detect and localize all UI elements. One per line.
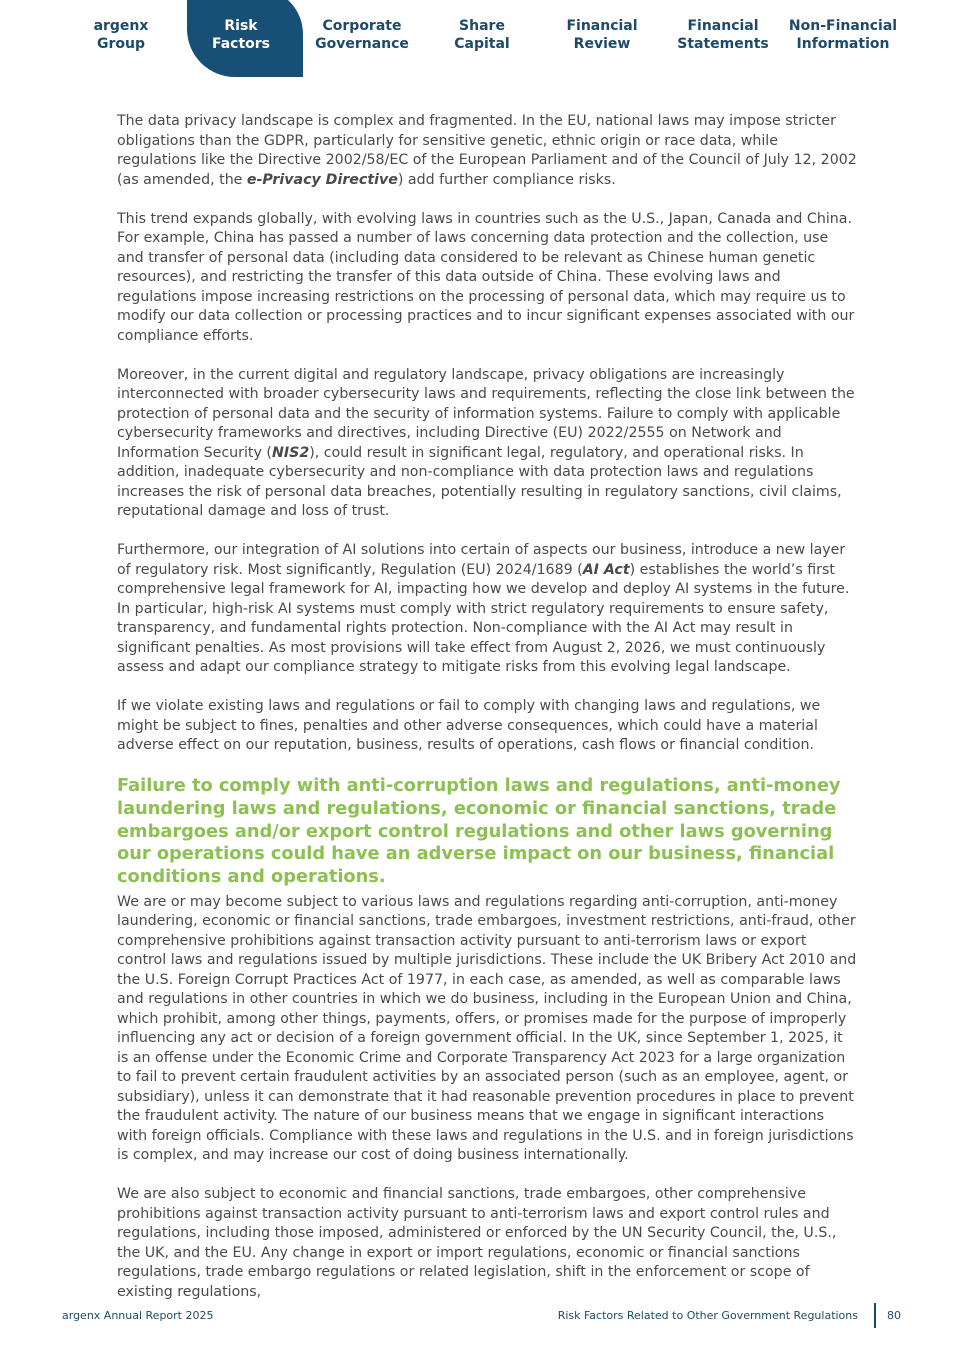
paragraph-violations: If we violate existing laws and regulations or fail to comply with changing laws and regulations, we might be subject to fines, penalties and other adverse consequences, which could have a material adverse effect on our reputation, business, results of operations, cash flows or financial condition.: [117, 698, 821, 753]
paragraph-data-privacy: The data privacy landscape is complex and fragmented. In the EU, national laws may impose stricter obligations than the GDPR, particularly for sensitive genetic, ethnic origin or race data, while regulations like the Directive 2002/58/EC of the European Parliament and of the Council of July 12, 2002 (as amended, the e-Privacy Directive) add further compliance risks.: [117, 113, 857, 188]
footer-section-title: Risk Factors Related to Other Government Regulations: [557, 1309, 858, 1322]
section-heading: Failure to comply with anti-corruption laws and regulations, anti-money laundering laws and regulations, economic or financial sanctions, trade embargoes and/or export control regulations and other laws governing our operations could have an adverse impact on our business, financial conditions and operations.: [117, 775, 841, 888]
top-navigation: [0, 0, 964, 80]
nav-tab-financial-review[interactable]: [542, 17, 662, 53]
nav-tab-corporate-governance[interactable]: [302, 17, 422, 53]
nav-tab-label: Share Capital: [454, 18, 510, 52]
nav-tab-label: Financial Statements: [677, 18, 769, 52]
defined-term: AI Act: [582, 561, 630, 578]
defined-term: NIS2: [271, 444, 310, 461]
paragraph-cybersecurity: Moreover, in the current digital and regulatory landscape, privacy obligations are increasingly interconnected with broader cybersecurity laws and requirements, reflecting the close link between the protection of personal data and the security of information systems. Failure to comply with applicable cybersecurity frameworks and directives, including Directive (EU) 2022/2555 on Network and Information Security (NIS2), could result in significant legal, regulatory, and operational risks. In addition, inadequate cybersecurity and non-compliance with data protection laws and regulations increases the risk of personal data breaches, potentially resulting in regulatory sanctions, civil claims, reputational damage and loss of trust.: [117, 366, 855, 519]
nav-tab-label: Corporate Governance: [315, 18, 409, 52]
paragraph-anti-corruption: We are or may become subject to various laws and regulations regarding anti-corruption, anti-money laundering, economic or financial sanctions, trade embargoes, investment restrictions, anti-fraud, other comprehensive prohibitions against transaction activity pursuant to anti-terrorism laws or export control laws and regulations issued by multiple jurisdictions. These include the UK Bribery Act 2010 and the U.S. Foreign Corrupt Practices Act of 1977, in each case, as amended, as well as comparable laws and regulations in other countries in which we do business, including in the European Union and China, which prohibit, among other things, payments, offers, or promises made for the purpose of improperly influencing any act or decision of a foreign government official. In the UK, since September 1, 2025, it is an offense under the Economic Crime and Corporate Transparency Act 2023 for a large organization to fail to prevent certain fraudulent activities by an associated person (such as an employee, agent, or subsidiary), unless it can demonstrate that it had reasonable prevention procedures in place to prevent the fraudulent activity. The nature of our business means that we engage in significant interactions with foreign officials. Compliance with these laws and regulations in the U.S. and in foreign jurisdictions is complex, and may increase our cost of doing business internationally.: [117, 893, 857, 1164]
nav-tab-label: Financial Review: [566, 18, 638, 52]
nav-tab-share-capital[interactable]: [422, 17, 542, 53]
nav-tab-label: Risk Factors: [211, 18, 271, 52]
nav-tab-label: argenx Group: [93, 18, 149, 52]
paragraph-global-trend: This trend expands globally, with evolving laws in countries such as the U.S., Japan, Canada and China. For example, China has passed a number of laws concerning data protection and the collection, use and transfer of personal data (including data considered to be relevant as Chinese human genetic resources), and restricting the transfer of this data outside of China. These evolving laws and regulations impose increasing restrictions on the processing of personal data, which may require us to modify our data collection or processing practices and to incur significant expenses associated with our compliance efforts.: [117, 210, 855, 344]
defined-term: e-Privacy Directive: [246, 171, 398, 188]
footer-report-title: argenx Annual Report 2025: [62, 1309, 214, 1322]
page-number: 80: [887, 1309, 901, 1322]
nav-tab-argenx-group[interactable]: [61, 17, 181, 53]
main-content: [117, 112, 857, 1322]
nav-tab-financial-statements[interactable]: [663, 17, 783, 53]
paragraph-ai-act: Furthermore, our integration of AI solutions into certain of aspects our business, introduce a new layer of regulatory risk. Most significantly, Regulation (EU) 2024/1689 (AI Act) establishes the world’s first comprehensive legal framework for AI, impacting how we develop and deploy AI systems in the future. In particular, high-risk AI systems must comply with strict regulatory requirements to ensure safety, transparency, and fundamental rights protection. Non-compliance with the AI Act may result in significant penalties. As most provisions will take effect from August 2, 2026, we must continuously assess and adapt our compliance strategy to mitigate risks from this evolving legal landscape.: [117, 542, 850, 675]
nav-tab-non-financial-information[interactable]: [783, 17, 903, 53]
nav-tab-risk-factors[interactable]: [181, 17, 301, 53]
footer-divider: [874, 1303, 876, 1328]
paragraph-sanctions: We are also subject to economic and financial sanctions, trade embargoes, other comprehensive prohibitions against transaction activity pursuant to anti-terrorism laws and export control rules and regulations, including those imposed, administered or enforced by the UN Security Council, the, U.S., the UK, and the EU. Any change in export or import regulations, economic or financial sanctions regulations, trade embargo regulations or related legislation, shift in the enforcement or scope of existing regulations,: [117, 1186, 837, 1300]
nav-tab-label: Non-Financial Information: [788, 18, 898, 52]
